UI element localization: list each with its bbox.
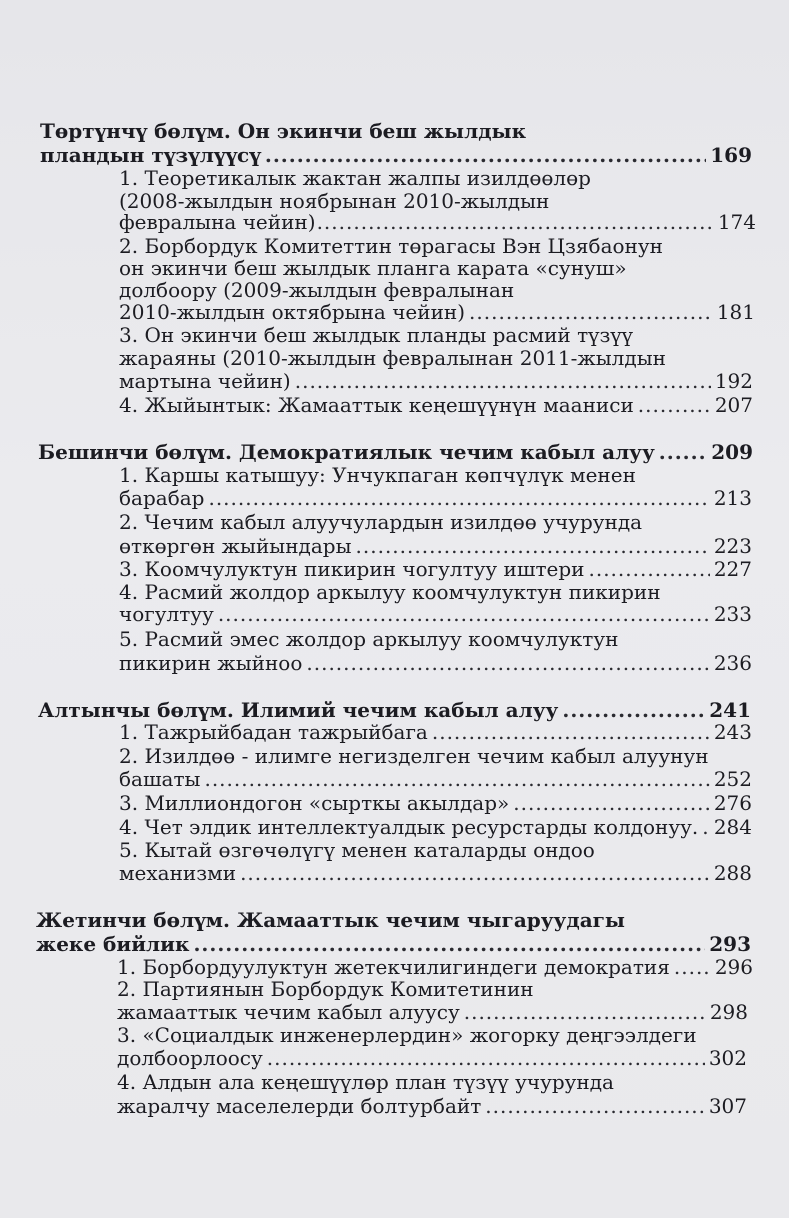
page-number: 236: [713, 651, 752, 675]
page-number: 209: [711, 440, 753, 464]
toc-entry-7-4: жаралчу маселелерди болтурбайт ..... 307: [117, 1094, 747, 1118]
toc-entry-7-2: жамааттык чечим кабыл алуусу ..... 298: [117, 1000, 748, 1024]
toc-entry-4-2: 2010-жылдын октябрына чейин) ..... 181: [119, 300, 755, 324]
toc-chapter-4-title: Төртүнчү бөлүм. Он экинчи беш жылдык: [40, 119, 527, 143]
toc-entry-4-3-line: 3. Он экинчи беш жылдык планды расмий түзүү: [119, 323, 633, 347]
toc-entry-6-5: механизми ..... 288: [119, 861, 752, 885]
page-number: 169: [710, 143, 752, 167]
toc-entry-5-4: чогултуу ..... 233: [119, 602, 752, 626]
page-number: 288: [713, 861, 752, 885]
toc-entry-4-1-line: (2008-жылдын ноябрынан 2010-жылдын: [119, 189, 550, 213]
toc-entry-7-1: 1. Борбордуулуктун жетекчилигиндеги демократия ..... 296: [117, 955, 753, 979]
toc-entry-6-3: 3. Миллиондогон «сырткы акылдар» ..... 276: [119, 791, 752, 815]
toc-entry-4-2-line: 2. Борбордук Комитеттин төрагасы Вэн Цзябаонун: [119, 234, 663, 258]
toc-entry-6-1: 1. Тажрыйбадан тажрыйбага ..... 243: [119, 720, 752, 744]
page-number: 207: [714, 393, 753, 417]
toc-entry-4-3-line: жараяны (2010-жылдын февралынан 2011-жылдын: [119, 346, 666, 370]
toc-chapter-7-entry: жеке бийлик ..... 293: [36, 932, 751, 956]
toc-entry-5-5-line: 5. Расмий эмес жолдор аркылуу коомчулуктун: [119, 627, 619, 651]
toc-chapter-6: Алтынчы бөлүм. Илимий чечим кабыл алуу ..... 241: [38, 698, 751, 722]
toc-entry-5-1-line: 1. Каршы катышуу: Унчукпаган көпчүлүк менен: [119, 463, 636, 487]
page-number: 233: [713, 602, 752, 626]
page-number: 174: [717, 210, 756, 234]
page-number: 213: [713, 486, 752, 510]
page-number: 302: [708, 1046, 747, 1070]
toc-entry-4-3: мартына чейин) ..... 192: [119, 369, 753, 393]
page-number: 284: [713, 815, 752, 839]
toc-entry-5-1: барабар ..... 213: [119, 486, 752, 510]
toc-chapter-5: Бешинчи бөлүм. Демократиялык чечим кабыл алуу ..... 209: [38, 440, 753, 464]
toc-entry-6-5-line: 5. Кытай өзгөчөлүгү менен каталарды ондоо: [119, 838, 595, 862]
toc-entry-6-2-line: 2. Изилдөө - илимге негизделген чечим кабыл алуунун: [119, 744, 709, 768]
toc-entry-5-2-line: 2. Чечим кабыл алуучулардын изилдөө учурунда: [119, 510, 643, 534]
toc-entry-6-2: башаты ..... 252: [119, 767, 752, 791]
page-number: 276: [713, 791, 752, 815]
toc-chapter-4-entry: пландын түзүлүүсү ..... 169: [40, 143, 752, 167]
toc-entry-4-4: 4. Жыйынтык: Жамааттык кеңешүүнүн мааниси ..... 207: [119, 393, 753, 417]
page-number: 296: [714, 955, 753, 979]
toc-entry-7-4-line: 4. Алдын ала кеңешүүлөр план түзүү учурунда: [117, 1070, 614, 1094]
page-number: 181: [716, 300, 755, 324]
toc-entry-6-4: 4. Чет элдик интеллектуалдык ресурстарды колдонуу. ..... 284: [119, 815, 752, 839]
page-number: 192: [714, 369, 753, 393]
page-number: 243: [713, 720, 752, 744]
toc-entry-7-3: долбоорлоосу ..... 302: [117, 1046, 747, 1070]
toc-entry-4-2-line: он экинчи беш жылдык планга карата «сунуш»: [119, 256, 627, 280]
toc-entry-5-4-line: 4. Расмий жолдор аркылуу коомчулуктун пикирин: [119, 580, 661, 604]
page-number: 223: [713, 534, 752, 558]
toc-entry-5-2: өткөргөн жыйындары ..... 223: [119, 534, 752, 558]
toc-chapter-7-title: Жетинчи бөлүм. Жамааттык чечим чыгаруудагы: [36, 908, 625, 932]
page-number: 241: [709, 698, 751, 722]
page-number: 293: [709, 932, 751, 956]
toc-entry-5-5: пикирин жыйноо ..... 236: [119, 651, 752, 675]
toc-entry-4-1-line: 1. Теоретикалык жактан жалпы изилдөөлөр: [119, 166, 591, 190]
page-number: 227: [713, 557, 752, 581]
toc-entry-4-1: февралына чейин) ..... 174: [119, 210, 756, 234]
toc-entry-7-3-line: 3. «Социалдык инженерлердин» жогорку деңгээлдеги: [117, 1023, 697, 1047]
toc-entry-5-3: 3. Коомчулуктун пикирин чогултуу иштери ..... 227: [119, 557, 752, 581]
page-number: 298: [709, 1000, 748, 1024]
toc-entry-4-2-line: долбоору (2009-жылдын февралынан: [119, 278, 515, 302]
page-number: 307: [708, 1094, 747, 1118]
toc-entry-7-2-line: 2. Партиянын Борбордук Комитетинин: [117, 977, 534, 1001]
page-number: 252: [713, 767, 752, 791]
